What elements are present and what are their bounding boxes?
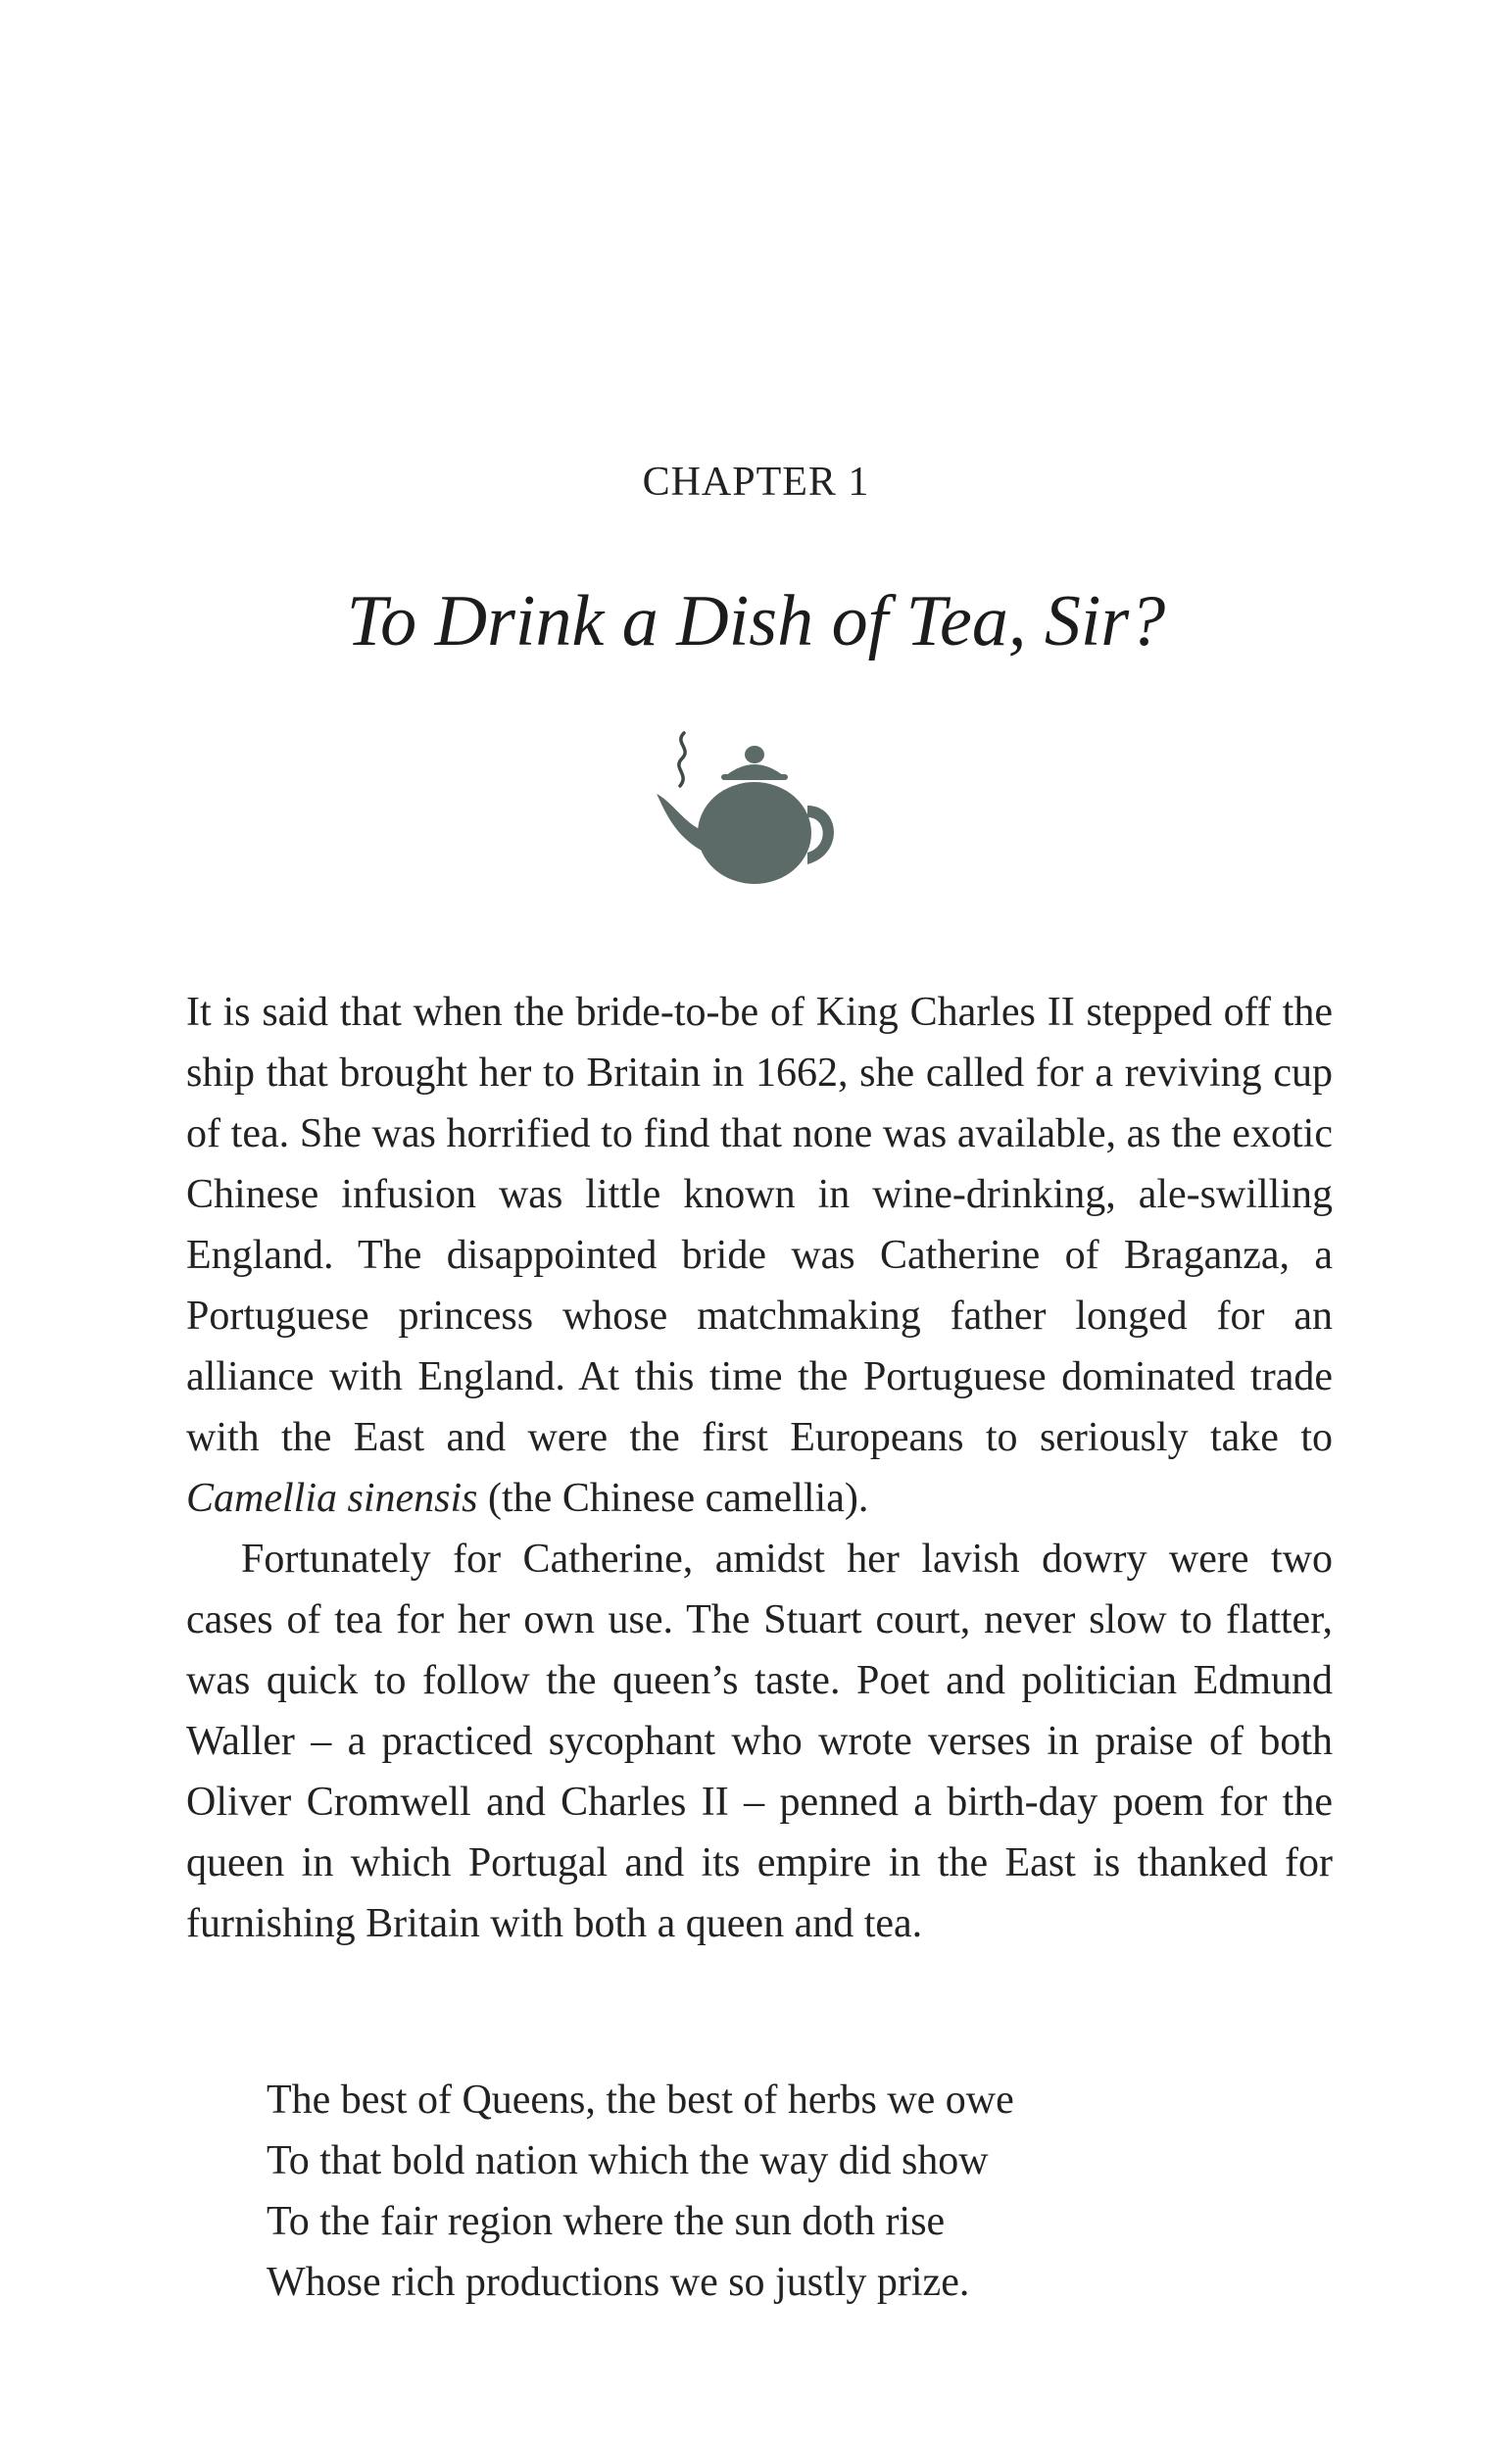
teapot-icon	[635, 715, 870, 911]
paragraph-1	[186, 982, 1333, 1529]
chapter-label: CHAPTER 1	[642, 460, 870, 505]
poem-line: To the fair region where the sun doth rise	[267, 2199, 946, 2244]
paragraph-1-text: It is said that when the bride-to-be of King Charles II stepped off the ship that brought her to Britain in 1662, she called for a reviving cup of tea. She was horrified to find that none was available, as the exotic Chinese infusion was little known in wine-drinking, ale-swilling England. The disappointed bride was Catherine of Braganza, a Portuguese princess whose matchmaking father longed for an alliance with England. At this time the Portuguese dominated trade with the East and were the first Europeans to seriously take to	[186, 990, 1333, 1460]
poem-line: To that bold nation which the way did show	[267, 2138, 989, 2183]
species-name: Camellia sinensis	[186, 1476, 478, 1521]
paragraph-2: Fortunately for Catherine, amidst her lavish dowry were two cases of tea for her own use. The Stuart court, never slow to flatter, was quick to follow the queen’s taste. Poet and politician Edmund Waller – a practiced sycophant who wrote verses in praise of both Oliver Cromwell and Charles II – penned a birth-day poem for the queen in which Portugal and its empire in the East is thanked for furnishing Britain with both a queen and tea.	[186, 1537, 1333, 1946]
paragraph-1-tail: (the Chinese camellia).	[477, 1476, 869, 1521]
poem-quote	[267, 2070, 1246, 2313]
poem-line: Whose rich productions we so justly prize.	[267, 2260, 970, 2305]
body-text	[186, 982, 1333, 1954]
chapter-title: To Drink a Dish of Tea, Sir?	[346, 581, 1166, 661]
poem-line: The best of Queens, the best of herbs we owe	[267, 2078, 1014, 2123]
